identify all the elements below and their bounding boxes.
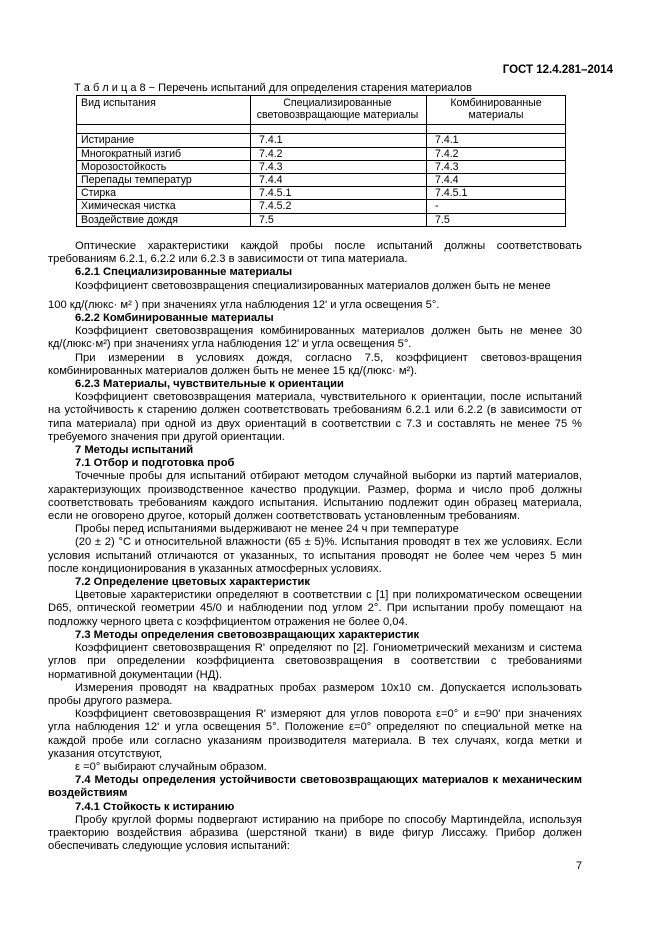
table-cell: 7.5 bbox=[251, 213, 427, 226]
table-cell: Воздействие дождя bbox=[77, 213, 251, 226]
table-row bbox=[77, 160, 566, 173]
paragraph: Пробы перед испытаниями выдерживают не менее 24 ч при температуре bbox=[75, 523, 459, 536]
section-heading: 7.4 Методы определения устойчивости световозвращающих материалов к механическим воздействиям bbox=[48, 774, 582, 800]
section-heading: 6.2.2 Комбинированные материалы bbox=[75, 312, 274, 325]
table-cell: 7.5 bbox=[427, 213, 566, 226]
table-cell: Истирание bbox=[77, 134, 251, 147]
column-header-specialized: Специализированные световозвращающие материалы bbox=[251, 96, 427, 125]
section-heading: 7.4.1 Стойкость к истиранию bbox=[75, 800, 235, 813]
table-cell: 7.4.2 bbox=[251, 147, 427, 160]
table-cell: 7.4.1 bbox=[427, 134, 566, 147]
paragraph: Коэффициент световозвращения R' определяют по [2]. Гониометрический механизм и система углов при определении коэффициента световозвращения в соответствии с требованиями нормативной документации (НД). bbox=[48, 642, 582, 681]
section-heading: 7 Методы испытаний bbox=[75, 444, 194, 457]
table-cell: Перепады температур bbox=[77, 174, 251, 187]
table-spacer-row bbox=[77, 125, 566, 134]
table-cell: 7.4.2 bbox=[427, 147, 566, 160]
table-row bbox=[77, 200, 566, 213]
table-cell: 7.4.3 bbox=[427, 160, 566, 173]
column-header-test-type: Вид испытания bbox=[77, 96, 251, 125]
table-cell: 7.4.5.1 bbox=[251, 187, 427, 200]
paragraph: Коэффициент световозвращения R' измеряют для углов поворота ε=0° и ε=90' при значениях угла наблюдения 12' и угла освещения 5°. Положение ε=0° определяют по специальной метке на каждой пробе или согласно указаниям производителя материала. В тех случаях, когда метки и указания отсутствуют, bbox=[48, 708, 582, 760]
table-cell: Химическая чистка bbox=[77, 200, 251, 213]
table-row bbox=[77, 174, 566, 187]
column-header-combined: Комбинированные материалы bbox=[427, 96, 566, 125]
paragraph: Коэффициент световозвращения специализированных материалов должен быть не менее bbox=[75, 279, 551, 292]
table-row bbox=[77, 213, 566, 226]
document-code: ГОСТ 12.4.281–2014 bbox=[502, 64, 613, 76]
table-cell: 7.4.4 bbox=[251, 174, 427, 187]
paragraph: При измерении в условиях дождя, согласно 7.5, коэффициент световоз-вращения комбинированных материалов должен быть не менее 15 кд/(люкс· м²). bbox=[48, 351, 582, 377]
table-cell: Морозостойкость bbox=[77, 160, 251, 173]
section-heading: 7.2 Определение цветовых характеристик bbox=[75, 576, 310, 589]
table-cell: Стирка bbox=[77, 187, 251, 200]
table-header-row bbox=[77, 96, 566, 125]
table-caption: Т а б л и ц а 8 − Перечень испытаний для определения старения материалов bbox=[74, 82, 472, 94]
paragraph: Пробу круглой формы подвергают истиранию на приборе по способу Мартиндейла, используя траекторию воздействия абразива (шерстяной ткани) в виде фигур Лиссажу. Прибор должен обеспечивать следующие условия испытаний: bbox=[48, 813, 582, 853]
section-heading: 6.2.1 Специализированные материалы bbox=[75, 266, 293, 279]
aging-tests-table bbox=[76, 95, 566, 227]
page-number: 7 bbox=[576, 860, 583, 872]
paragraph: Измерения проводят на квадратных пробах размером 10х10 см. Допускается использовать пробы другого размера. bbox=[48, 681, 582, 707]
paragraph: Оптические характеристики каждой пробы после испытаний должны соответствовать требованиям 6.2.1, 6.2.2 или 6.2.3 в зависимости от типа материала. bbox=[48, 240, 582, 266]
table-cell: 7.4.5.1 bbox=[427, 187, 566, 200]
table-cell: 7.4.4 bbox=[427, 174, 566, 187]
paragraph: Точечные пробы для испытаний отбирают методом случайной выборки из партий материалов, характеризующих производственное качество продукции. Размер, форма и число проб должны соответствовать требованиям каждого испытания. Испытанию подлежит один образец материала, если не оговорено другое, который должен соответствовать установленным требованиям. bbox=[48, 470, 582, 523]
paragraph: ε =0° выбирают случайным образом. bbox=[75, 760, 267, 773]
table-cell: Многократный изгиб bbox=[77, 147, 251, 160]
paragraph: Цветовые характеристики определяют в соответствии с [1] при полихроматическом освещении D65, оптической геометрии 45/0 и наблюдении под углом 2°. При испытании пробу помещают на подложку черного цвета с коэффициентом отражения не более 0,04. bbox=[48, 589, 582, 628]
paragraph: Коэффициент световозвращения материала, чувствительного к ориентации, после испытаний на устойчивость к старению должен соответствовать требованиям 6.2.1 или 6.2.2 (в зависимости от типа материала) при одной из двух ориентаций в соответствии с 7.3 и составлять не менее 75 % требуемого значения при другой ориентации. bbox=[48, 391, 582, 443]
section-heading: 7.1 Отбор и подготовка проб bbox=[75, 457, 235, 470]
table-cell: 7.4.5.2 bbox=[251, 200, 427, 213]
paragraph: 100 кд/(люкс· м² ) при значениях угла наблюдения 12' и угла освещения 5°. bbox=[48, 298, 440, 311]
table-row bbox=[77, 147, 566, 160]
paragraph: (20 ± 2) °С и относительной влажности (65 ± 5)%. Испытания проводят в тех же условиях. Если условия испытаний отличаются от указанных, то испытания проводят не более чем через 5 мин после кондиционирования в указанных атмосферных условиях. bbox=[48, 536, 582, 575]
table-cell: - bbox=[427, 200, 566, 213]
document-body bbox=[48, 240, 582, 853]
table-cell: 7.4.3 bbox=[251, 160, 427, 173]
paragraph: Коэффициент световозвращения комбинированных материалов должен быть не менее 30 кд/(люкс·м²) при значениях угла наблюдения 12' и угла освещения 5°. bbox=[48, 325, 582, 351]
table-cell: 7.4.1 bbox=[251, 134, 427, 147]
table-row bbox=[77, 187, 566, 200]
section-heading: 6.2.3 Материалы, чувствительные к ориентации bbox=[75, 378, 344, 391]
section-heading: 7.3 Методы определения световозвращающих характеристик bbox=[75, 628, 420, 641]
table-row bbox=[77, 134, 566, 147]
